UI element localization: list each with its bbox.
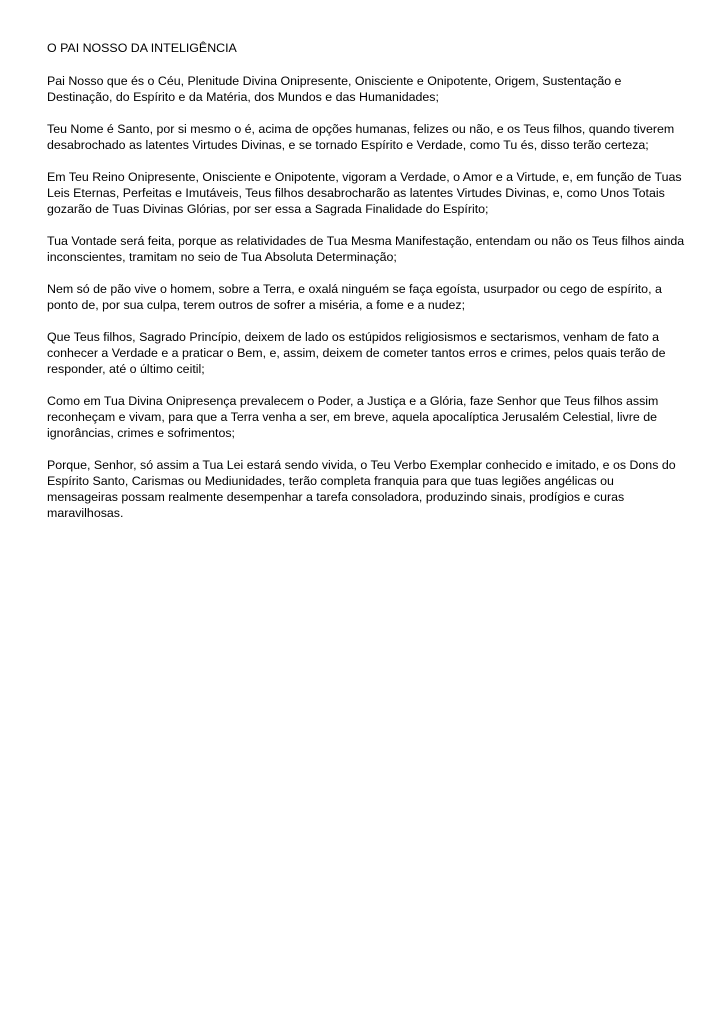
paragraph-8: Porque, Senhor, só assim a Tua Lei estará sendo vivida, o Teu Verbo Exemplar conhecido e imitado, e os Dons do Espírito Santo, Carismas ou Mediunidades, terão completa franquia para que tuas legiões angélicas ou mensageiras possam realmente desempenhar a tarefa consoladora, produzindo sinais, prodígios e curas maravilhosas. xyxy=(47,458,676,520)
paragraph-1: Pai Nosso que és o Céu, Plenitude Divina Onipresente, Onisciente e Onipotente, Origem, Sustentação e Destinação, do Espírito e da Matéria, dos Mundos e das Humanidades; xyxy=(47,74,622,104)
paragraph-7: Como em Tua Divina Onipresença prevalecem o Poder, a Justiça e a Glória, faze Senhor que Teus filhos assim reconheçam e vivam, para que a Terra venha a ser, em breve, aquela apocalíptica Jerusalém Celestial, livre de ignorâncias, crimes e sofrimentos; xyxy=(47,394,659,440)
paragraph-5: Nem só de pão vive o homem, sobre a Terra, e oxalá ninguém se faça egoísta, usurpador ou cego de espírito, a ponto de, por sua culpa, terem outros de sofrer a miséria, a fome e a nudez; xyxy=(47,282,662,312)
paragraph-2: Teu Nome é Santo, por si mesmo o é, acima de opções humanas, felizes ou não, e os Teus filhos, quando tiverem desabrochado as latentes Virtudes Divinas, e se tornado Espírito e Verdade, como Tu és, disso terão certeza; xyxy=(47,122,675,152)
document-page xyxy=(47,40,687,537)
document-title: O PAI NOSSO DA INTELIGÊNCIA xyxy=(47,41,237,55)
paragraph-4: Tua Vontade será feita, porque as relatividades de Tua Mesma Manifestação, entendam ou não os Teus filhos ainda inconscientes, tramitam no seio de Tua Absoluta Determinação; xyxy=(47,234,685,264)
paragraph-6: Que Teus filhos, Sagrado Princípio, deixem de lado os estúpidos religiosismos e sectarismos, venham de fato a conhecer a Verdade e a praticar o Bem, e, assim, deixem de cometer tantos erros e crimes, pelos quais terão de responder, até o último ceitil; xyxy=(47,330,666,376)
paragraph-3: Em Teu Reino Onipresente, Onisciente e Onipotente, vigoram a Verdade, o Amor e a Virtude, e, em função de Tuas Leis Eternas, Perfeitas e Imutáveis, Teus filhos desabrocharão as latentes Virtudes Divinas, e, como Unos Totais gozarão de Tuas Divinas Glórias, por ser essa a Sagrada Finalidade do Espírito; xyxy=(47,170,682,216)
